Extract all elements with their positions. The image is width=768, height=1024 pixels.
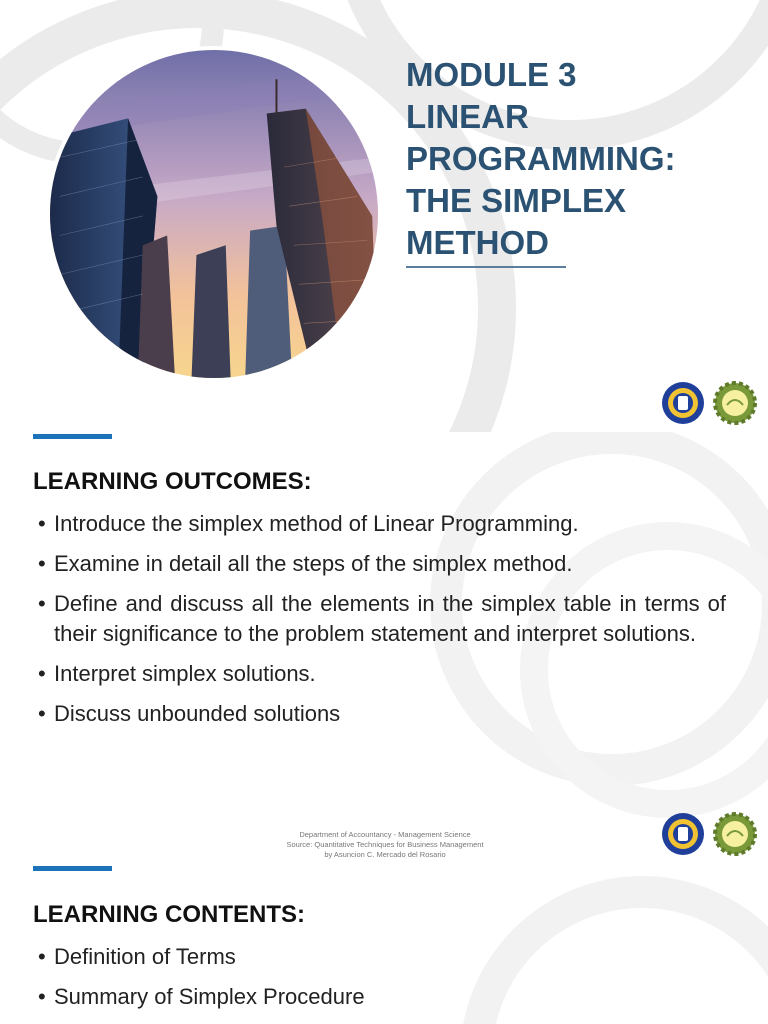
city-skyscraper-photo bbox=[46, 46, 382, 382]
learning-outcomes-slide bbox=[0, 432, 768, 866]
bullet-glyph: • bbox=[38, 701, 46, 726]
title-line-4: THE SIMPLEX bbox=[406, 182, 627, 219]
list-item-text: Define and discuss all the elements in the simplex table in terms of their significance to the problem statement and interpret solutions. bbox=[54, 591, 726, 646]
university-seal-logo bbox=[661, 812, 705, 856]
bullet-glyph: • bbox=[38, 511, 46, 536]
list-item bbox=[38, 549, 726, 579]
gear-seal-logo bbox=[713, 812, 757, 856]
footer-department: Department of Accountancy - Management Science bbox=[299, 830, 471, 839]
list-item-text: Discuss unbounded solutions bbox=[54, 701, 341, 726]
title-line-2: LINEAR bbox=[406, 98, 529, 135]
bullet-glyph: • bbox=[38, 591, 46, 616]
list-item bbox=[38, 699, 726, 729]
title-underline bbox=[406, 266, 566, 268]
title-line-1: MODULE 3 bbox=[406, 56, 577, 93]
list-item-text: Summary of Simplex Procedure bbox=[54, 984, 365, 1009]
list-item bbox=[38, 982, 726, 1012]
source-footer bbox=[240, 830, 530, 860]
list-item bbox=[38, 659, 726, 689]
gear-seal-logo bbox=[713, 381, 757, 425]
title-line-5: METHOD bbox=[406, 224, 549, 261]
title-slide bbox=[0, 0, 768, 432]
accent-bar bbox=[33, 866, 112, 871]
skyscrapers-image bbox=[50, 50, 378, 378]
title-line-3: PROGRAMMING: bbox=[406, 140, 676, 177]
list-item-text: Examine in detail all the steps of the simplex method. bbox=[54, 551, 573, 576]
footer-source: Source: Quantitative Techniques for Business Management bbox=[286, 840, 484, 849]
learning-contents-slide bbox=[0, 866, 768, 1024]
bullet-glyph: • bbox=[38, 661, 46, 686]
contents-heading: LEARNING CONTENTS: bbox=[33, 901, 305, 928]
bullet-glyph: • bbox=[38, 984, 46, 1009]
contents-list bbox=[38, 942, 726, 1022]
outcomes-heading: LEARNING OUTCOMES: bbox=[33, 468, 312, 495]
module-title bbox=[406, 54, 746, 264]
list-item bbox=[38, 589, 726, 649]
bullet-glyph: • bbox=[38, 944, 46, 969]
list-item bbox=[38, 942, 726, 972]
list-item-text: Interpret simplex solutions. bbox=[54, 661, 316, 686]
accent-bar bbox=[33, 434, 112, 439]
list-item-text: Definition of Terms bbox=[54, 944, 236, 969]
bullet-glyph: • bbox=[38, 551, 46, 576]
outcomes-list bbox=[38, 509, 726, 739]
university-seal-logo bbox=[661, 381, 705, 425]
footer-author: by Asuncion C. Mercado del Rosario bbox=[324, 850, 446, 859]
list-item-text: Introduce the simplex method of Linear Programming. bbox=[54, 511, 579, 536]
list-item bbox=[38, 509, 726, 539]
